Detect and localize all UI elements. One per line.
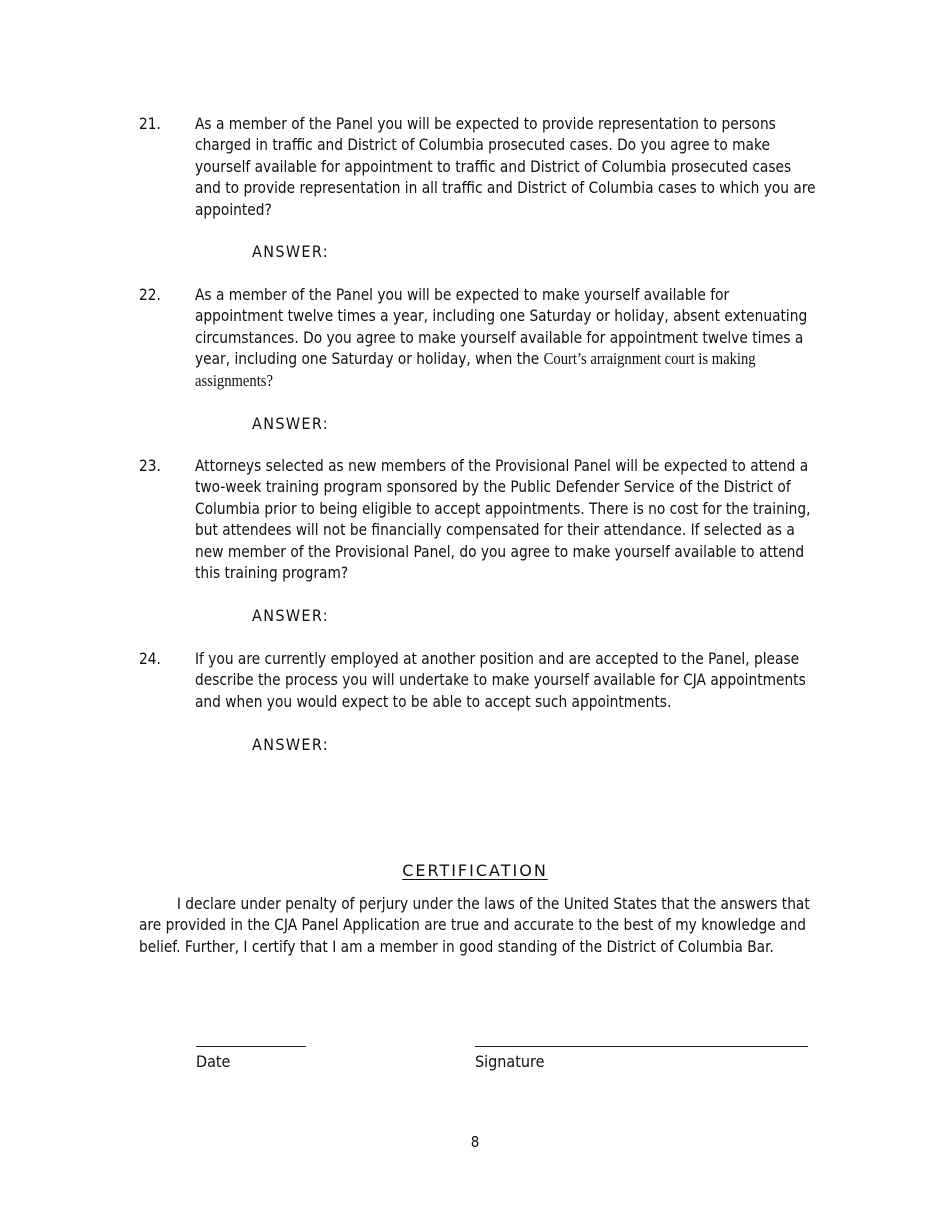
question-text-tail: Court’s arraignment court is making assignments? — [195, 349, 756, 390]
answer-label: ANSWER: — [252, 606, 329, 625]
answer-label: ANSWER: — [252, 735, 329, 754]
date-label: Date — [196, 1052, 231, 1071]
question-number: 21. — [139, 114, 161, 133]
question-text: If you are currently employed at another position and are accepted to the Panel, please describe the process you will undertake to make yourself available for CJA appointments and when you would expect to be able to accept such appointments. — [195, 649, 806, 711]
question-text: Attorneys selected as new members of the Provisional Panel will be expected to attend a two-week training program sponsored by the Public Defender Service of the District of Columbia prior to being eligible to accept appointments. There is no cost for the training, but attendees will not be financially compensated for their attendance. If selected as a new member of the Provisional Panel, do you agree to make yourself available to attend this training program? — [195, 456, 811, 583]
question-text: As a member of the Panel you will be expected to provide representation to persons charged in traffic and District of Columbia prosecuted cases. Do you agree to make yourself available for appointment to traffic and District of Columbia prosecuted cases and to provide representation in all traffic and District of Columbia cases to which you are appointed? — [195, 114, 816, 219]
question-number: 23. — [139, 456, 161, 475]
signature-label: Signature — [475, 1052, 545, 1071]
certification-text: I declare under penalty of perjury under the laws of the United States that the answers that are provided in the CJA Panel Application are true and accurate to the best of my knowledge and belief. Further, I certify that I am a member in good standing of the District of Columbia Bar. — [139, 894, 810, 956]
answer-label: ANSWER: — [252, 242, 329, 261]
question-text — [195, 284, 818, 391]
question-text-main: As a member of the Panel you will be expected to make yourself available for appointment twelve times a year, including one Saturday or holiday, absent extenuating circumstances. Do you agree to make yourself available for appointment twelve times a year, including one Saturday or holiday, when the — [195, 285, 808, 369]
question-number: 22. — [139, 285, 161, 304]
certification-title-text: CERTIFICATION — [402, 861, 548, 880]
answer-label: ANSWER: — [252, 414, 329, 433]
question-number: 24. — [139, 649, 161, 668]
page-number: 8 — [470, 1133, 480, 1151]
certification-title — [0, 861, 950, 880]
signature-line[interactable] — [475, 1046, 808, 1047]
date-line[interactable] — [196, 1046, 306, 1047]
